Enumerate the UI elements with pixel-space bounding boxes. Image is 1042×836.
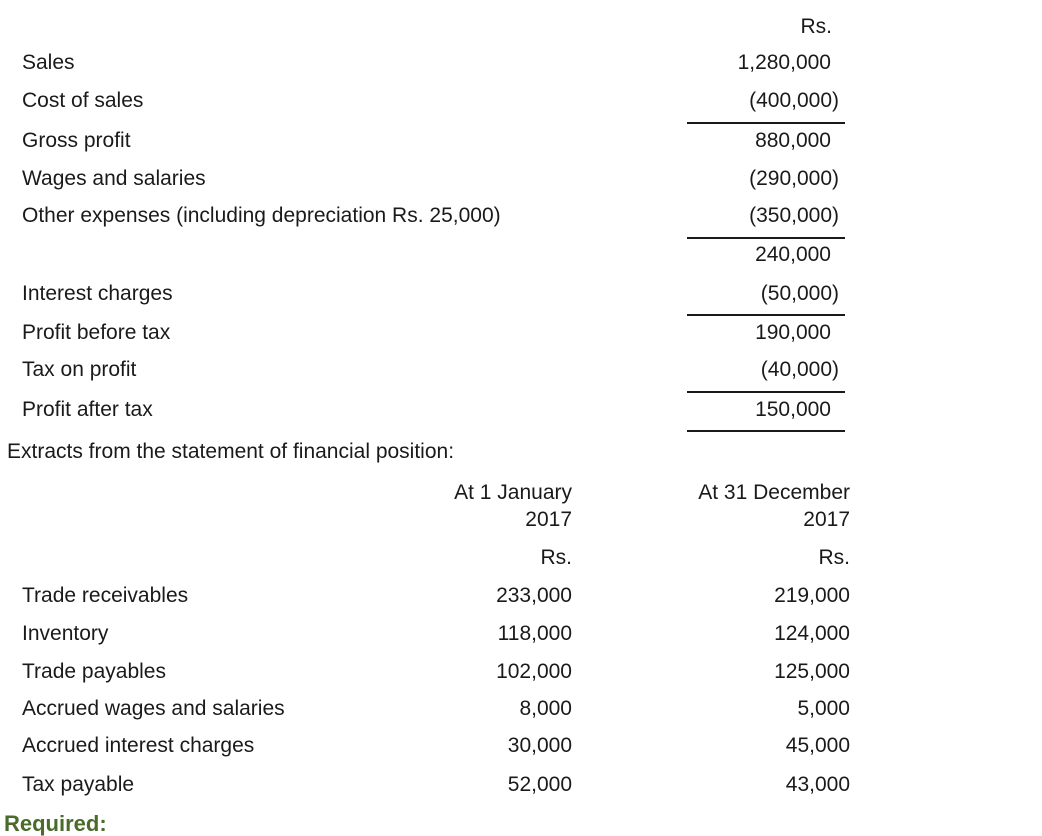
- cut-off-heading: [4, 811, 114, 836]
- col-currency-jan: Rs.: [540, 546, 572, 569]
- row-value-profit-before-tax: 190,000: [755, 321, 831, 344]
- row-label-tax: Tax on profit: [22, 358, 137, 381]
- row-label-profit-before-tax: Profit before tax: [22, 321, 171, 344]
- row-value-interest: (50,000): [760, 282, 839, 305]
- sfp-row-jan: 118,000: [497, 622, 572, 645]
- row-label-other-expenses: Other expenses (including depreciation Rs. 25,000): [22, 204, 501, 227]
- row-value-other-expenses: (350,000): [749, 204, 839, 227]
- sfp-row-jan: 102,000: [496, 660, 572, 683]
- sfp-row-dec: 45,000: [785, 734, 850, 757]
- row-value-wages: (290,000): [749, 167, 839, 190]
- row-value-gross-profit: 880,000: [755, 129, 831, 152]
- sfp-row-dec: 125,000: [774, 660, 850, 683]
- col-header-jan-line1: At 1 January: [454, 481, 572, 504]
- row-label-gross-profit: Gross profit: [22, 129, 131, 152]
- sfp-row-label: Accrued interest charges: [22, 734, 255, 757]
- row-label-interest: Interest charges: [22, 282, 173, 305]
- sfp-row-label: Tax payable: [22, 773, 135, 796]
- cut-off-heading-text: Required:: [4, 811, 107, 836]
- sfp-row-jan: 233,000: [496, 584, 572, 607]
- subtotal-rule: [687, 314, 845, 316]
- row-value-profit-after-tax: 150,000: [755, 398, 831, 421]
- sfp-row-label: Inventory: [22, 622, 109, 645]
- row-label-cost-of-sales: Cost of sales: [22, 89, 144, 112]
- row-label-profit-after-tax: Profit after tax: [22, 398, 153, 421]
- sfp-row-jan: 52,000: [507, 773, 572, 796]
- sfp-row-dec: 219,000: [774, 584, 850, 607]
- sfp-row-label: Accrued wages and salaries: [22, 697, 285, 720]
- col-header-jan-line2: 2017: [525, 508, 572, 531]
- row-label-sales: Sales: [22, 51, 75, 74]
- row-label-wages: Wages and salaries: [22, 167, 206, 190]
- sfp-row-jan: 30,000: [507, 734, 572, 757]
- row-value-tax: (40,000): [760, 358, 839, 381]
- total-rule: [687, 430, 845, 432]
- row-value-sales: 1,280,000: [737, 51, 831, 74]
- sfp-row-label: Trade receivables: [22, 584, 189, 607]
- subtotal-rule: [687, 122, 845, 124]
- sfp-row-dec: 124,000: [774, 622, 850, 645]
- row-value-cost-of-sales: (400,000): [749, 89, 839, 112]
- sfp-row-dec: 5,000: [797, 697, 850, 720]
- subtotal-rule: [687, 391, 845, 393]
- row-value-operating-profit: 240,000: [755, 243, 831, 266]
- currency-header: Rs.: [800, 15, 832, 38]
- subtotal-rule: [687, 237, 845, 239]
- sfp-row-dec: 43,000: [785, 773, 850, 796]
- sfp-heading: Extracts from the statement of financial position:: [7, 440, 455, 463]
- sfp-row-label: Trade payables: [22, 660, 166, 683]
- col-header-dec-line1: At 31 December: [698, 481, 850, 504]
- sfp-row-jan: 8,000: [519, 697, 572, 720]
- col-currency-dec: Rs.: [818, 546, 850, 569]
- col-header-dec-line2: 2017: [803, 508, 850, 531]
